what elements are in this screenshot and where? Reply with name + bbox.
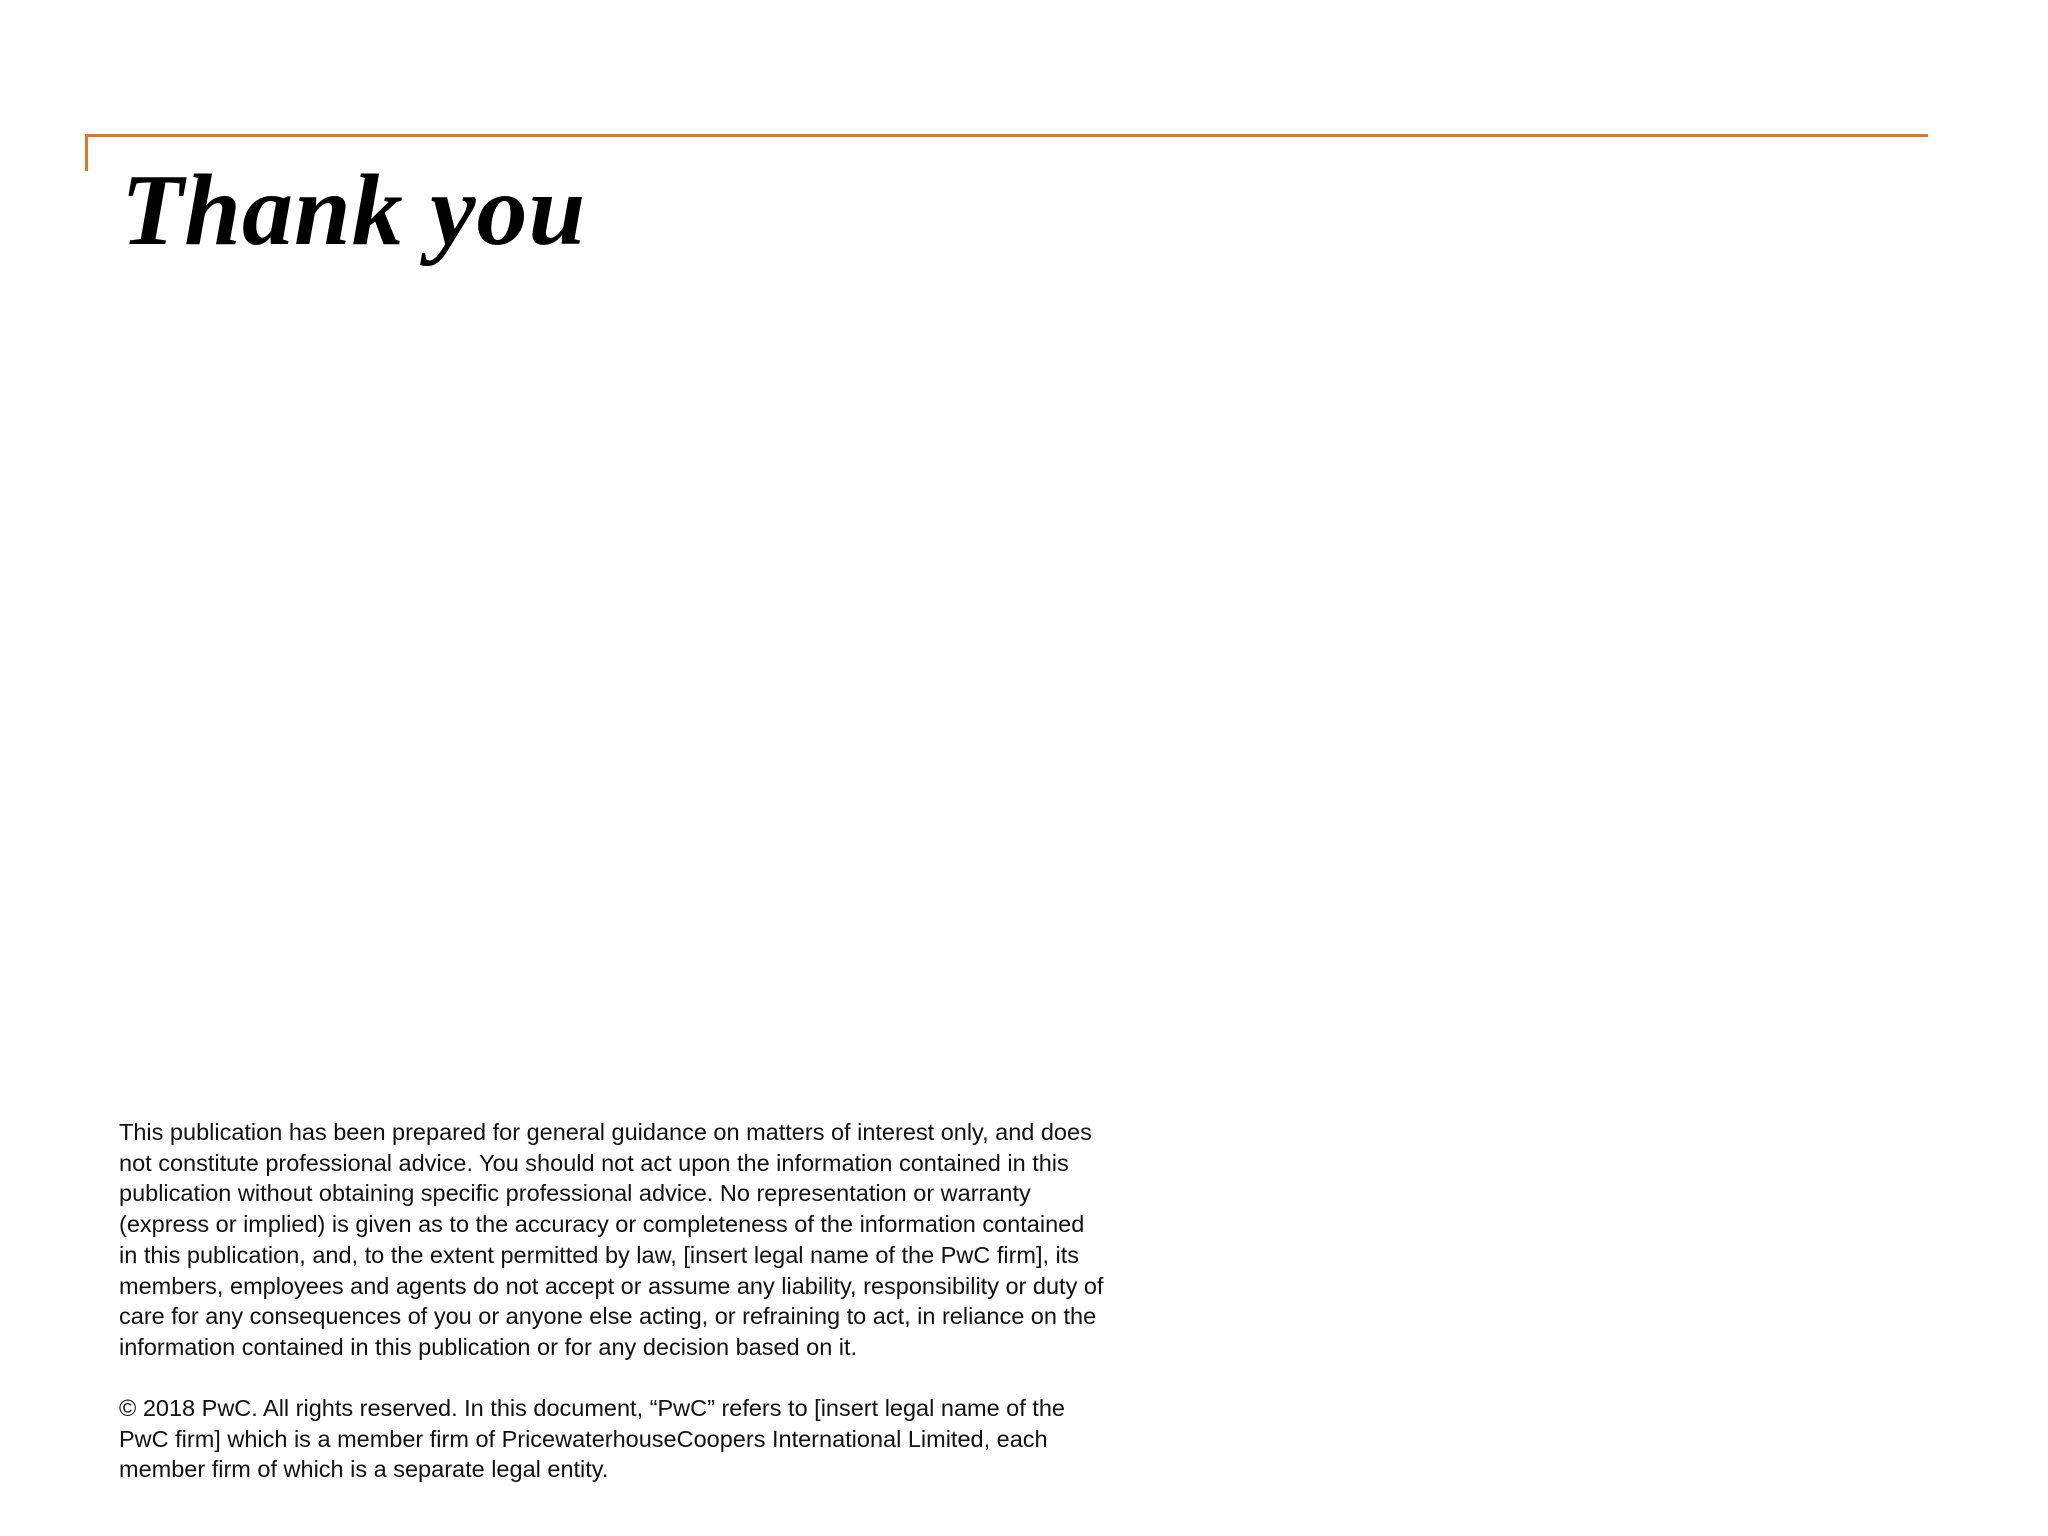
slide-title: Thank you xyxy=(121,154,587,267)
copyright-paragraph xyxy=(119,1393,1065,1485)
disclaimer-line: members, employees and agents do not accept or assume any liability, responsibility or duty of xyxy=(119,1272,1104,1299)
copyright-line: PwC firm] which is a member firm of PricewaterhouseCoopers International Limited, each xyxy=(119,1425,1048,1452)
disclaimer-line: This publication has been prepared for general guidance on matters of interest only, and does xyxy=(119,1119,1092,1145)
disclaimer-line: publication without obtaining specific professional advice. No representation or warranty xyxy=(119,1180,1031,1207)
copyright-line: member firm of which is a separate legal entity. xyxy=(119,1456,609,1483)
disclaimer-line: not constitute professional advice. You should not act upon the information contained in this xyxy=(119,1149,1069,1176)
disclaimer-line: care for any consequences of you or anyone else acting, or refraining to act, in reliance on the xyxy=(119,1303,1097,1330)
disclaimer-line: in this publication, and, to the extent permitted by law, [insert legal name of the PwC firm], its xyxy=(119,1241,1080,1268)
disclaimer-line: (express or implied) is given as to the accuracy or completeness of the information contained xyxy=(119,1211,1085,1238)
copyright-line: © 2018 PwC. All rights reserved. In this document, “PwC” refers to [insert legal name of the xyxy=(119,1395,1065,1421)
title-accent-rule xyxy=(85,134,1928,137)
disclaimer-paragraph xyxy=(119,1117,1103,1363)
title-accent-bracket xyxy=(85,134,88,171)
disclaimer-line: information contained in this publication or for any decision based on it. xyxy=(119,1333,858,1360)
